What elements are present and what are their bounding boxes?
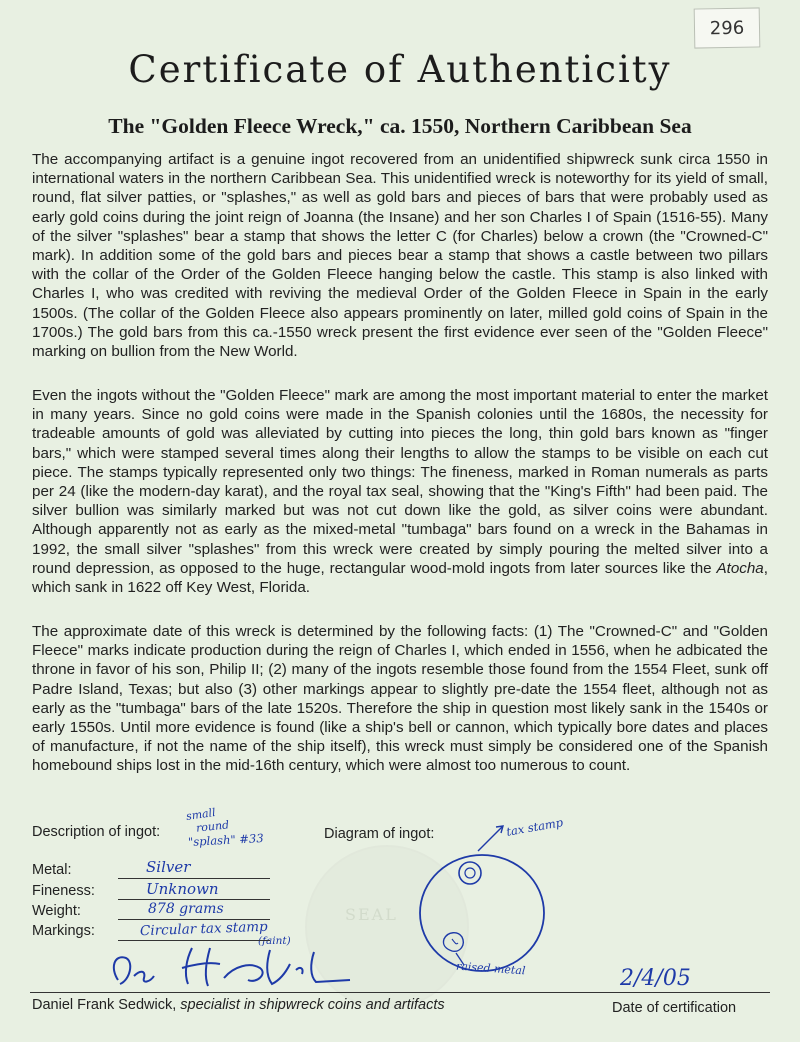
metal-value: Silver — [146, 858, 191, 876]
stamp-arrow — [478, 827, 502, 851]
fineness-label: Fineness: — [32, 883, 95, 899]
raised-metal-mark — [443, 933, 463, 952]
ingot-outline — [420, 855, 544, 971]
description-label: Description of ingot: — [32, 824, 161, 840]
markings-value: Circular tax stamp — [139, 918, 268, 940]
certificate-title: Certificate of Authenticity — [128, 48, 672, 91]
tax-stamp-mark — [459, 862, 481, 884]
fineness-underline — [118, 899, 270, 900]
signer-name: Daniel Frank Sedwick, — [32, 997, 177, 1013]
markings-label: Markings: — [32, 923, 95, 939]
metal-label: Metal: — [32, 862, 72, 878]
paragraph-3: The approximate date of this wreck is determined by the following facts: (1) The "Crowned-C" and "Golden Fleece" marks indicate production during the reign of Charles I, which ended in 1556, when he adbicated the throne in favor of his son, Philip II; (2) many of the ingots resemble those found from the 1554 Fleet, sunk off Padre Island, Texas; but also (3) other markings appear to slightly pre-date the 1554 fleet, although not as early as the "tumbaga" bars of the late 1520s. Therefore the ship in question most likely sank in the 1540s or early 1550s. Until more evidence is found (like a ship's bell or cannon, which typically bore dates and places of manufacture, if not the name of the ship itself), this wreck must simply be considered one of the Spanish homebound ships lost in the mid-16th century, which were almost too numerous to count. — [32, 623, 768, 775]
seal-text: SEAL — [345, 905, 398, 924]
paragraph-1: The accompanying artifact is a genuine ingot recovered from an unidentified shipwreck sunk circa 1550 in international waters in the northern Caribbean Sea. This unidentified wreck is noteworthy for its yield of small, round, flat silver patties, or "splashes," as well as gold bars and pieces of bars that were probably used as early gold coins during the joint reign of Joanna (the Insane) and her son Charles I of Spain (1516-55). Many of the silver "splashes" bear a stamp that shows the letter C (for Charles) below a crown (the "Crowned-C" mark). In addition some of the gold bars and pieces bear a stamp that shows a castle between two pillars with the collar of the Order of the Golden Fleece hanging below the castle. This stamp is also linked with Charles I, who was credited with reviving the medieval Order of the Golden Fleece in Spain in the early 1500s. (The collar of the Golden Fleece also appears prominently on later, milled gold coins of Spain in the 1700s.) The gold bars from this ca.-1550 wreck present the first evidence ever seen of the "Golden Fleece" marking on bullion from the New World. — [32, 151, 768, 361]
signer-role: specialist in shipwreck coins and artifacts — [180, 997, 445, 1013]
description-value-2: round — [195, 818, 230, 835]
metal-underline — [118, 878, 270, 879]
weight-value: 878 grams — [148, 901, 224, 917]
diagram-annotation-top: tax stamp — [505, 815, 565, 839]
diagram-label: Diagram of ingot: — [324, 826, 435, 842]
certificate-subtitle: The "Golden Fleece Wreck," ca. 1550, Northern Caribbean Sea — [108, 114, 692, 138]
fineness-value: Unknown — [146, 880, 219, 898]
weight-label: Weight: — [32, 903, 81, 919]
certification-date-value: 2/4/05 — [620, 966, 691, 991]
signature-line — [30, 992, 770, 993]
markings-note: (faint) — [258, 935, 291, 947]
description-value-3: "splash" #33 — [187, 831, 264, 849]
signer-credit — [32, 997, 445, 1013]
page-number-tag: 296 — [694, 7, 761, 48]
diagram-annotation-bottom: raised metal — [455, 959, 526, 978]
paragraph-2: Even the ingots without the "Golden Fleece" mark are among the most important material to enter the market in many years. Since no gold coins were made in the Spanish colonies until the 1680s, the necessity for tradeable amounts of gold was alleviated by cutting into pieces the long, thin gold bars known as "finger bars," which were stamped several times along their lengths to allow the stamps to be visible on each cut piece. The stamps typically represented only two things: The fineness, marked in Roman numerals as parts per 24 (like the modern-day karat), and the royal tax seal, showing that the "King's Fifth" had been paid. The silver bullion was similarly marked but was not cut down like the gold, as silver coins were abundant. Although apparently not as early as the mixed-metal "tumbaga" bars found on a wreck in the Bahamas in 1992, the small silver "splashes" from this wreck were created by simply pouring the melted silver into a round depression, as opposed to the huge, rectangular wood-mold ingots from later sources like the Atocha, which sank in 1622 off Key West, Florida. — [32, 387, 768, 597]
description-value-1: small — [185, 805, 217, 824]
handwritten-signature — [100, 940, 380, 990]
date-label: Date of certification — [612, 1000, 737, 1016]
